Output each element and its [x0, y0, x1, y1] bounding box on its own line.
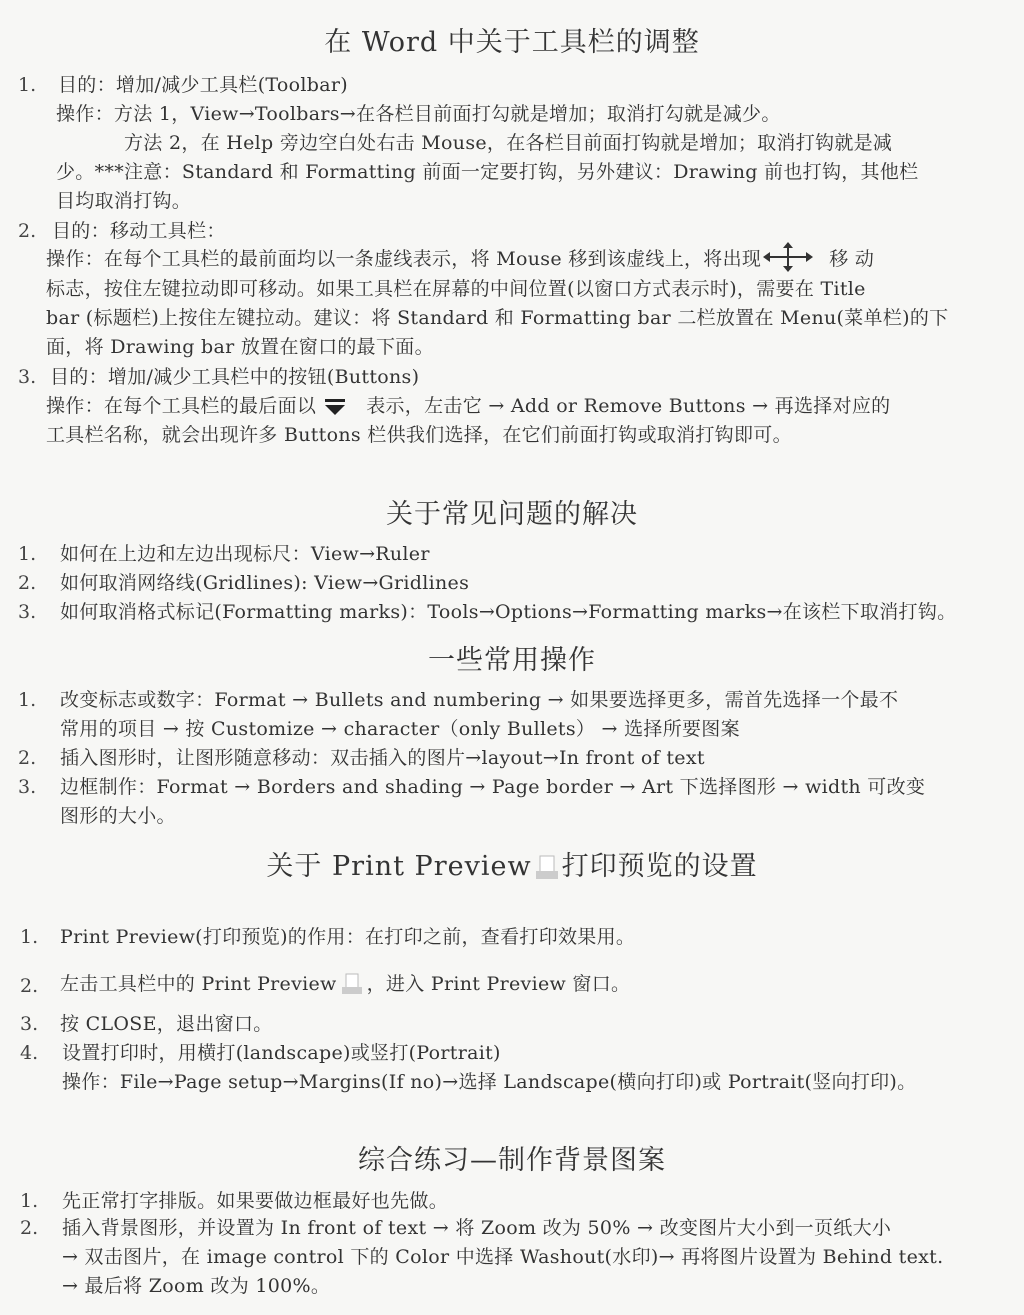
section-title-practice: 综合练习—制作背景图案	[358, 1145, 666, 1176]
item-number: 1.	[18, 689, 37, 711]
text-line: 目的：移动工具栏：	[52, 220, 226, 242]
section-title-ops: 一些常用操作	[428, 645, 596, 676]
text-line	[46, 246, 874, 273]
text-line	[60, 970, 630, 1000]
text-line: 标志，按住左键拉动即可移动。如果工具栏在屏幕的中间位置(以窗口方式表示时)，需要在 Title	[46, 278, 866, 300]
section-title-toolbar: 在 Word 中关于工具栏的调整	[324, 27, 700, 58]
text-line: 方法 2，在 Help 旁边空白处右击 Mouse，在各栏目前面打钩就是增加；取消打钩就是减	[124, 132, 893, 154]
text-segment: ，进入 Print Preview 窗口。	[366, 973, 631, 995]
text-line: 目的：增加/减少工具栏(Toolbar)	[58, 74, 348, 96]
text-segment: 表示，左击它 → Add or Remove Buttons → 再选择对应的	[366, 395, 891, 417]
print-preview-icon	[532, 853, 562, 883]
text-segment: 移 动	[829, 248, 875, 270]
text-line: 插入背景图形，并设置为 In front of text → 将 Zoom 改为 50% → 改变图片大小到一页纸大小	[62, 1217, 892, 1239]
text-line: 改变标志或数字：Format → Bullets and numbering → 如果要选择更多，需首先选择一个最不	[60, 689, 899, 711]
move-cursor-icon	[761, 241, 815, 273]
item-number: 2.	[18, 572, 37, 594]
print-preview-icon	[337, 970, 367, 1000]
text-line: 如何在上边和左边出现标尺：View→Ruler	[60, 543, 430, 565]
text-line: 常用的项目 → 按 Customize → character（only Bullets） → 选择所要图案	[60, 718, 740, 740]
item-number: 1.	[18, 543, 37, 565]
text-line: 操作：方法 1，View→Toolbars→在各栏目前面打勾就是增加；取消打勾就是减少。	[56, 103, 781, 125]
text-line: 设置打印时，用横打(landscape)或竖打(Portrait)	[62, 1042, 501, 1064]
toolbar-options-arrow-icon	[322, 397, 348, 417]
text-line: 目均取消打钩。	[56, 190, 192, 212]
text-line: 先正常打字排版。如果要做边框最好也先做。	[62, 1190, 449, 1212]
text-segment: 操作：在每个工具栏的最前面均以一条虚线表示，将 Mouse 移到该虚线上，将出现	[46, 248, 762, 270]
item-number: 2.	[18, 747, 37, 769]
item-number: 3.	[18, 601, 37, 623]
item-number: 3.	[18, 366, 37, 388]
text-segment: 操作：在每个工具栏的最后面以	[46, 395, 317, 417]
text-line: 插入图形时，让图形随意移动：双击插入的图片→layout→In front of text	[60, 747, 705, 769]
text-line: bar (标题栏)上按住左键拉动。建议：将 Standard 和 Formatting bar 二栏放置在 Menu(菜单栏)的下	[46, 307, 949, 329]
text-segment: 左击工具栏中的 Print Preview	[60, 973, 337, 995]
text-line: → 双击图片，在 image control 下的 Color 中选择 Washout(水印)→ 再将图片设置为 Behind text.	[62, 1246, 944, 1268]
title-segment: 打印预览的设置	[561, 851, 758, 882]
title-segment: 关于 Print Preview	[266, 851, 532, 882]
item-number: 2.	[20, 975, 39, 997]
item-number: 4.	[20, 1042, 39, 1064]
text-line: 按 CLOSE，退出窗口。	[60, 1013, 273, 1035]
text-line: 边框制作：Format → Borders and shading → Page border → Art 下选择图形 → width 可改变	[60, 776, 926, 798]
item-number: 1.	[18, 74, 37, 96]
item-number: 3.	[20, 1013, 39, 1035]
item-number: 2.	[20, 1217, 39, 1239]
text-line: 面，将 Drawing bar 放置在窗口的最下面。	[46, 336, 434, 358]
text-line: 少。***注意：Standard 和 Formatting 前面一定要打钩，另外建议：Drawing 前也打钩，其他栏	[56, 161, 919, 183]
item-number: 1.	[20, 926, 39, 948]
item-number: 1.	[20, 1190, 39, 1212]
text-line: 如何取消格式标记(Formatting marks)：Tools→Options→Formatting marks→在该栏下取消打钩。	[60, 601, 957, 623]
item-number: 3.	[18, 776, 37, 798]
item-number: 2.	[18, 220, 37, 242]
text-line: 操作：File→Page setup→Margins(If no)→选择 Landscape(横向打印)或 Portrait(竖向打印)。	[62, 1071, 917, 1093]
section-title-print-preview	[0, 844, 1024, 883]
text-line	[46, 393, 890, 419]
text-line: 目的：增加/减少工具栏中的按钮(Buttons)	[50, 366, 420, 388]
text-line: 如何取消网络线(Gridlines): View→Gridlines	[60, 572, 470, 594]
text-line: Print Preview(打印预览)的作用：在打印之前，查看打印效果用。	[60, 926, 636, 948]
text-line: → 最后将 Zoom 改为 100%。	[62, 1275, 331, 1297]
text-line: 图形的大小。	[60, 805, 176, 827]
section-title-faq: 关于常见问题的解决	[386, 499, 638, 530]
text-line: 工具栏名称，就会出现许多 Buttons 栏供我们选择，在它们前面打钩或取消打钩即可。	[46, 424, 792, 446]
